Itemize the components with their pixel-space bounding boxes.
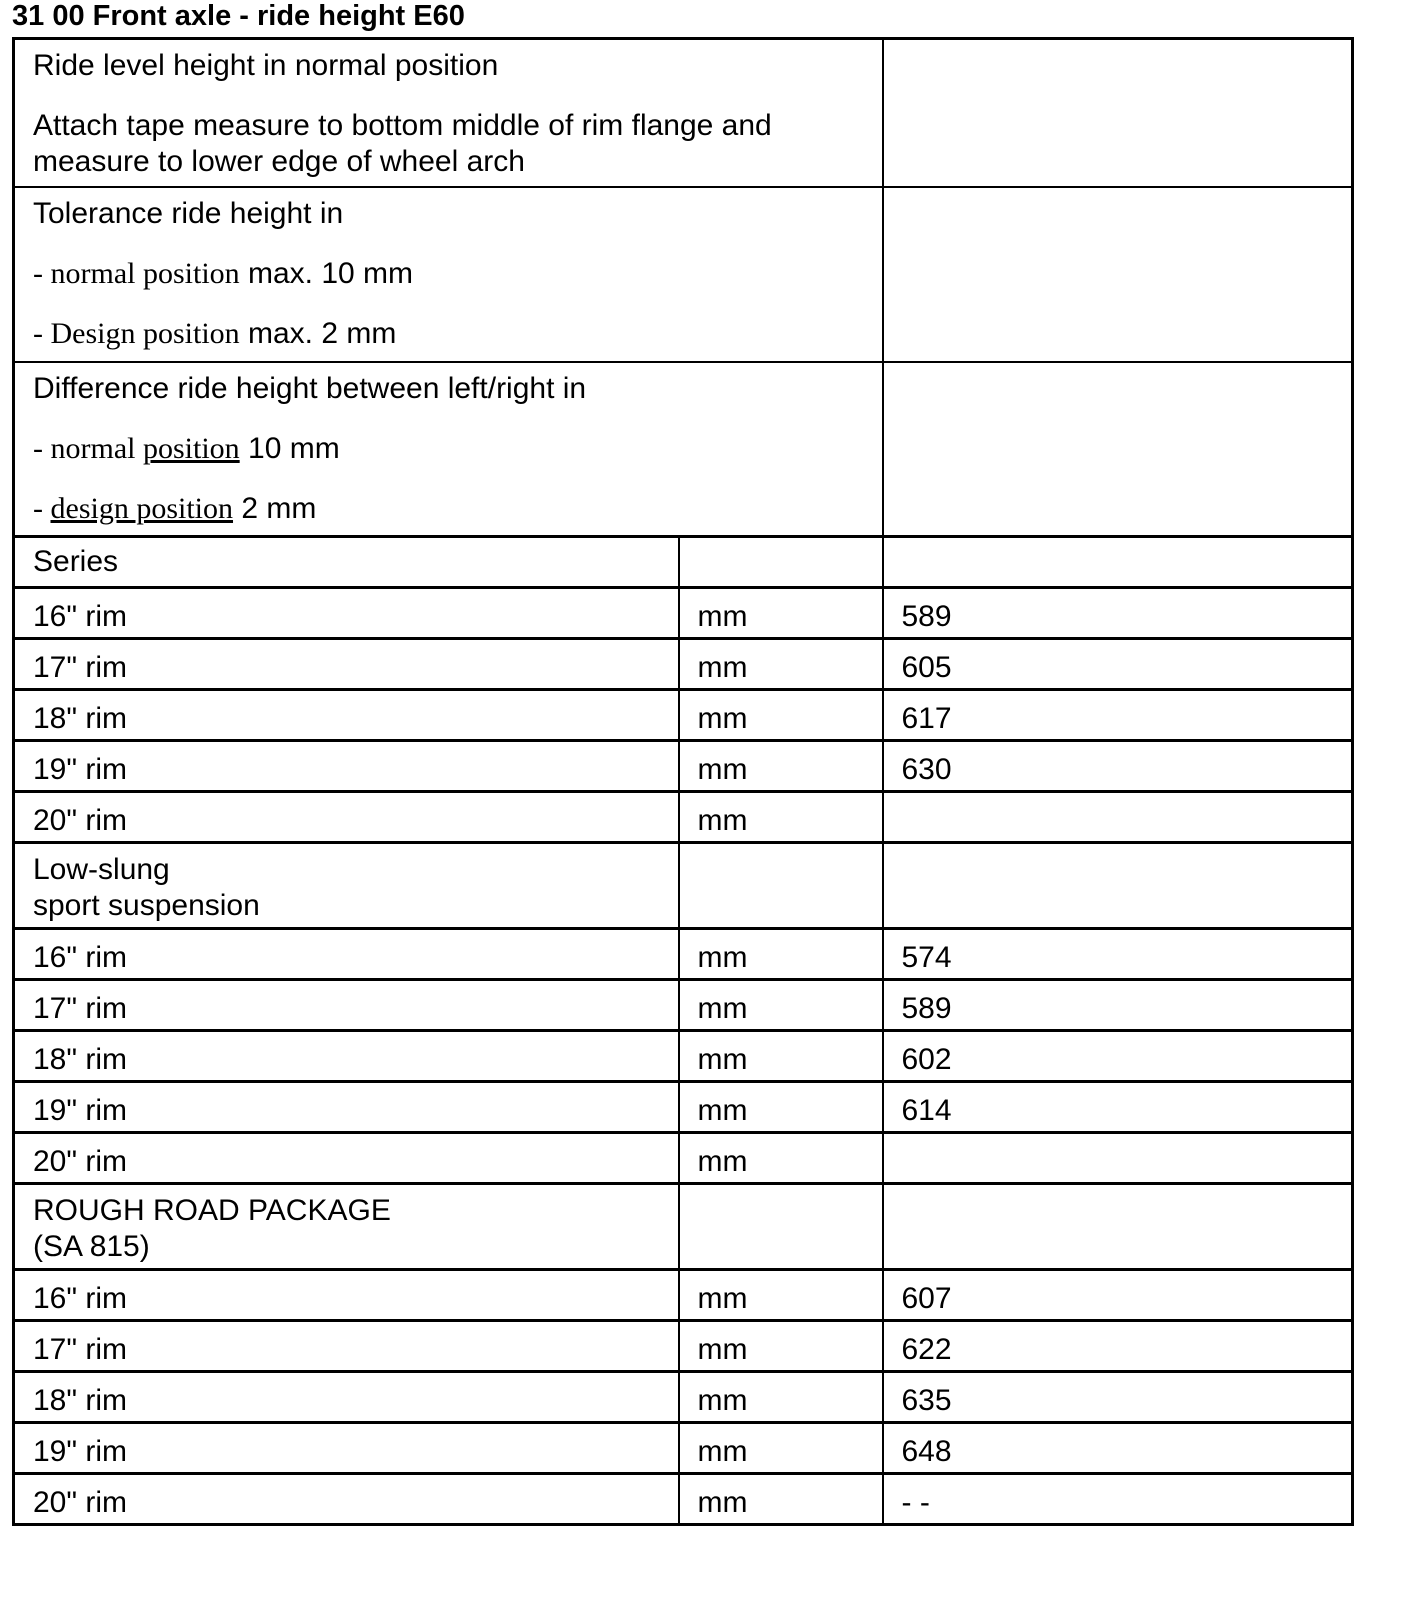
ride-height-table [12, 37, 1354, 1526]
table-row [14, 690, 1353, 741]
difference-note [14, 362, 883, 537]
rim-size: 19" rim [14, 1082, 679, 1133]
table-row [14, 1082, 1353, 1133]
ride-height-value: 602 [883, 1031, 1353, 1082]
rough-road-header-row [14, 1184, 1353, 1270]
document-title: 31 00 Front axle - ride height E60 [12, 0, 465, 32]
unit: mm [679, 1031, 883, 1082]
tolerance-design-label: Design position [50, 316, 240, 350]
rim-size: 20" rim [14, 1474, 679, 1525]
table-row [14, 1372, 1353, 1423]
rim-size: 18" rim [14, 1372, 679, 1423]
difference-normal-prefix: - [33, 431, 51, 465]
tolerance-note [14, 187, 883, 362]
unit: mm [679, 929, 883, 980]
rim-size: 16" rim [14, 588, 679, 639]
rim-size: 17" rim [14, 980, 679, 1031]
series-value-blank [883, 537, 1353, 588]
rim-size: 16" rim [14, 929, 679, 980]
table-row [14, 741, 1353, 792]
rim-size: 19" rim [14, 741, 679, 792]
difference-normal-value: 10 mm [239, 431, 340, 465]
difference-design-label: design position [50, 491, 234, 525]
low-slung-label-line1: Low-slung [33, 852, 170, 886]
rim-size: 20" rim [14, 792, 679, 843]
tolerance-design-value: max. 2 mm [239, 316, 397, 350]
ride-height-value: 607 [883, 1270, 1353, 1321]
difference-normal-label-a: normal [50, 431, 143, 465]
tolerance-note-row [14, 187, 1353, 362]
rim-size: 16" rim [14, 1270, 679, 1321]
difference-design-prefix: - [33, 491, 51, 525]
ride-level-instruction-1: Attach tape measure to bottom middle of rim flange and [33, 109, 772, 142]
table-row [14, 980, 1353, 1031]
tolerance-normal [33, 256, 882, 292]
unit: mm [679, 588, 883, 639]
ride-height-value: 630 [883, 741, 1353, 792]
ride-height-value [883, 792, 1353, 843]
low-slung-label [14, 843, 679, 929]
unit: mm [679, 639, 883, 690]
table-row [14, 1270, 1353, 1321]
ride-level-note [14, 39, 883, 187]
rim-size: 19" rim [14, 1423, 679, 1474]
unit: mm [679, 690, 883, 741]
table-row [14, 1474, 1353, 1525]
unit: mm [679, 741, 883, 792]
table-row [14, 1321, 1353, 1372]
rim-size: 18" rim [14, 690, 679, 741]
low-slung-header-row [14, 843, 1353, 929]
ride-height-value: 589 [883, 980, 1353, 1031]
unit: mm [679, 1270, 883, 1321]
difference-design-value: 2 mm [233, 491, 317, 525]
difference-normal-label-b: position [142, 431, 240, 465]
table-row [14, 588, 1353, 639]
difference-normal [33, 431, 882, 467]
rough-road-label-line1: ROUGH ROAD PACKAGE [33, 1193, 391, 1227]
unit: mm [679, 1133, 883, 1184]
low-slung-value-blank [883, 843, 1353, 929]
rim-size: 17" rim [14, 1321, 679, 1372]
table-row [14, 639, 1353, 690]
tolerance-value [883, 187, 1353, 362]
ride-height-value: 605 [883, 639, 1353, 690]
table-row [14, 792, 1353, 843]
rim-size: 18" rim [14, 1031, 679, 1082]
table-row [14, 929, 1353, 980]
difference-design [33, 491, 882, 527]
low-slung-unit-blank [679, 843, 883, 929]
ride-height-value: 589 [883, 588, 1353, 639]
unit: mm [679, 1321, 883, 1372]
table-row [14, 1423, 1353, 1474]
tolerance-normal-prefix: - [33, 256, 51, 290]
rough-road-label-line2: (SA 815) [33, 1229, 150, 1263]
table-row [14, 1031, 1353, 1082]
tolerance-design [33, 316, 882, 352]
ride-height-value: - - [883, 1474, 1353, 1525]
unit: mm [679, 1082, 883, 1133]
tolerance-normal-value: max. 10 mm [239, 256, 414, 290]
ride-height-value: 648 [883, 1423, 1353, 1474]
difference-note-row [14, 362, 1353, 537]
low-slung-label-line2: sport suspension [33, 888, 260, 922]
ride-height-value: 635 [883, 1372, 1353, 1423]
difference-value [883, 362, 1353, 537]
unit: mm [679, 980, 883, 1031]
ride-level-heading: Ride level height in normal position [33, 49, 499, 82]
unit: mm [679, 1423, 883, 1474]
unit: mm [679, 792, 883, 843]
tolerance-normal-label: normal position [50, 256, 240, 290]
ride-level-value [883, 39, 1353, 187]
ride-height-value [883, 1133, 1353, 1184]
series-unit-blank [679, 537, 883, 588]
rough-road-label [14, 1184, 679, 1270]
ride-height-value: 574 [883, 929, 1353, 980]
tolerance-design-prefix: - [33, 316, 51, 350]
tolerance-heading: Tolerance ride height in [33, 196, 344, 230]
rough-road-value-blank [883, 1184, 1353, 1270]
ride-height-value: 622 [883, 1321, 1353, 1372]
ride-height-value: 614 [883, 1082, 1353, 1133]
unit: mm [679, 1474, 883, 1525]
ride-level-note-row [14, 39, 1353, 187]
series-header-row [14, 537, 1353, 588]
rim-size: 20" rim [14, 1133, 679, 1184]
ride-level-instruction-2: measure to lower edge of wheel arch [33, 145, 525, 178]
difference-heading: Difference ride height between left/right in [33, 371, 587, 405]
rough-road-unit-blank [679, 1184, 883, 1270]
unit: mm [679, 1372, 883, 1423]
table-row [14, 1133, 1353, 1184]
ride-height-value: 617 [883, 690, 1353, 741]
rim-size: 17" rim [14, 639, 679, 690]
series-label: Series [14, 537, 679, 588]
